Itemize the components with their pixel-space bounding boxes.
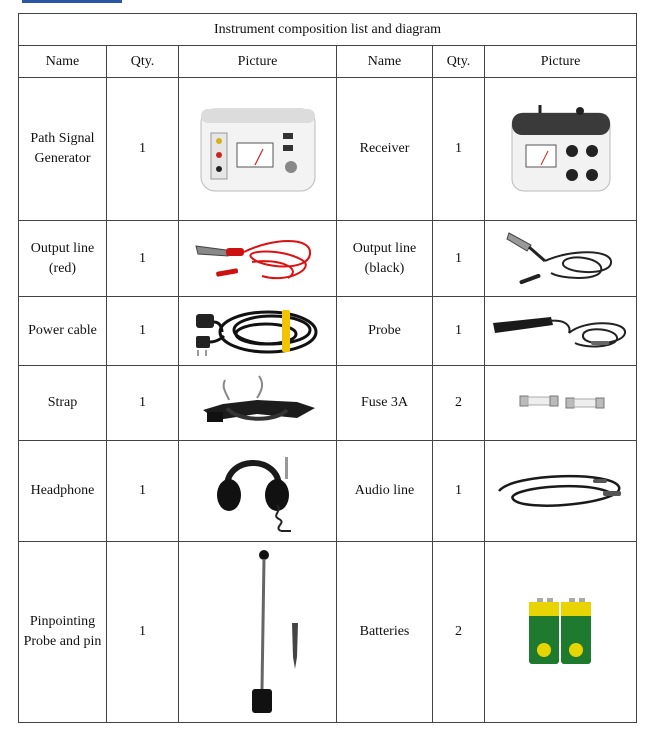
table-row <box>19 542 637 723</box>
table-title: Instrument composition list and diagram <box>19 14 637 46</box>
item-name: Batteries <box>337 542 433 723</box>
header-name: Name <box>19 46 107 78</box>
item-qty: 1 <box>433 297 485 366</box>
table-row <box>19 366 637 441</box>
audio-line-icon <box>493 465 629 517</box>
power-cable-icon <box>192 302 324 360</box>
item-name: Pinpointing Probe and pin <box>19 542 107 723</box>
strap-icon <box>197 374 319 432</box>
table-row <box>19 441 637 542</box>
header-row <box>19 46 637 78</box>
item-picture <box>485 542 637 723</box>
table-row <box>19 221 637 297</box>
item-qty: 1 <box>107 441 179 542</box>
item-qty: 1 <box>433 78 485 221</box>
item-name: Strap <box>19 366 107 441</box>
item-picture <box>179 441 337 542</box>
item-name: Output line (black) <box>337 221 433 297</box>
item-picture <box>485 366 637 441</box>
item-picture <box>485 297 637 366</box>
item-name: Headphone <box>19 441 107 542</box>
item-picture <box>179 297 337 366</box>
header-qty: Qty. <box>107 46 179 78</box>
item-qty: 1 <box>107 297 179 366</box>
item-picture <box>485 441 637 542</box>
black-output-line-icon <box>501 227 621 291</box>
item-picture <box>485 78 637 221</box>
probe-icon <box>491 311 631 351</box>
item-name: Power cable <box>19 297 107 366</box>
item-picture <box>179 366 337 441</box>
composition-table <box>18 13 637 723</box>
table-row <box>19 78 637 221</box>
pinpointing-probe-icon <box>208 547 308 717</box>
header-picture: Picture <box>485 46 637 78</box>
item-name: Receiver <box>337 78 433 221</box>
headphone-icon <box>213 447 303 535</box>
fuse-icon <box>516 388 606 418</box>
item-picture <box>179 221 337 297</box>
signal-generator-icon <box>197 103 319 195</box>
header-name: Name <box>337 46 433 78</box>
item-picture <box>485 221 637 297</box>
item-name: Probe <box>337 297 433 366</box>
item-qty: 2 <box>433 366 485 441</box>
item-qty: 1 <box>107 221 179 297</box>
item-name: Path Signal Generator <box>19 78 107 221</box>
header-picture: Picture <box>179 46 337 78</box>
red-output-line-icon <box>192 228 324 290</box>
header-qty: Qty. <box>433 46 485 78</box>
item-name: Output line (red) <box>19 221 107 297</box>
item-qty: 1 <box>433 441 485 542</box>
battery-icon <box>521 596 601 668</box>
item-qty: 2 <box>433 542 485 723</box>
item-picture <box>179 542 337 723</box>
table-row <box>19 297 637 366</box>
item-qty: 1 <box>107 78 179 221</box>
item-qty: 1 <box>433 221 485 297</box>
item-picture <box>179 78 337 221</box>
item-qty: 1 <box>107 542 179 723</box>
item-qty: 1 <box>107 366 179 441</box>
item-name: Audio line <box>337 441 433 542</box>
receiver-icon <box>506 103 616 195</box>
item-name: Fuse 3A <box>337 366 433 441</box>
top-link-underline <box>22 0 122 3</box>
